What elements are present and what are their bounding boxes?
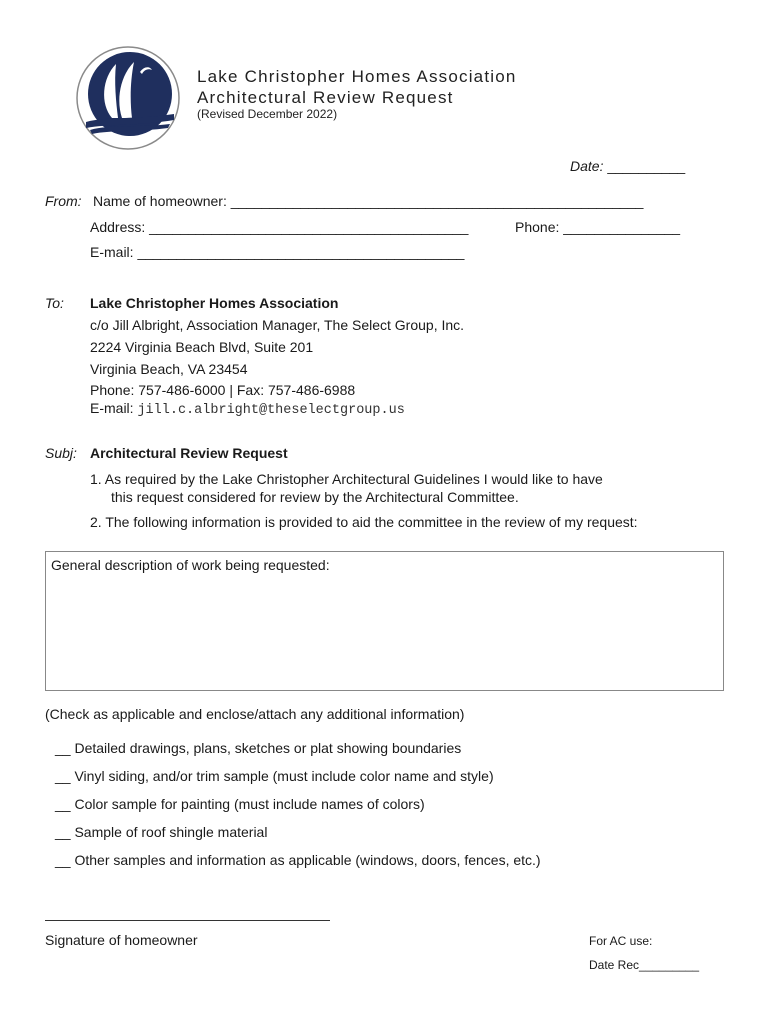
to-address-line3: Virginia Beach, VA 23454 (90, 361, 248, 377)
checklist-item-other[interactable]: __ Other samples and information as applicable (windows, doors, fences, etc.) (55, 852, 541, 868)
date-field (570, 158, 685, 174)
revision-note: (Revised December 2022) (197, 107, 338, 121)
signature-line[interactable] (45, 920, 330, 921)
checklist-item-vinyl[interactable]: __ Vinyl siding, and/or trim sample (must include color name and style) (55, 768, 494, 784)
to-email-label: E-mail: (90, 400, 134, 416)
date-blank: __________ (607, 158, 686, 174)
subj-label: Subj: (45, 445, 77, 461)
to-email-link[interactable]: jill.c.albright@theselectgroup.us (137, 403, 405, 418)
to-email (90, 400, 405, 418)
description-box[interactable] (45, 551, 724, 691)
form-title: Architectural Review Request (197, 88, 454, 107)
to-org: Lake Christopher Homes Association (90, 295, 339, 311)
date-label: Date: (570, 158, 604, 174)
to-address-line1: c/o Jill Albright, Association Manager, The Select Group, Inc. (90, 317, 465, 333)
association-logo (76, 46, 180, 150)
checklist-item-drawings[interactable]: __ Detailed drawings, plans, sketches or plat showing boundaries (55, 740, 462, 756)
to-address-line2: 2224 Virginia Beach Blvd, Suite 201 (90, 339, 314, 355)
email-field: E-mail: __________________________________________ (90, 244, 465, 260)
description-label: General description of work being requested: (51, 557, 330, 573)
org-name: Lake Christopher Homes Association (197, 67, 517, 86)
subj-item1-line1: 1. As required by the Lake Christopher Architectural Guidelines I would like to have (90, 471, 603, 487)
checklist-item-color[interactable]: __ Color sample for painting (must include names of colors) (55, 796, 425, 812)
from-label: From: (45, 193, 82, 209)
date-received-field: Date Rec_________ (589, 958, 700, 972)
signature-label: Signature of homeowner (45, 932, 198, 948)
to-label: To: (45, 295, 64, 311)
address-field: Address: _________________________________________ (90, 219, 469, 235)
checklist-intro: (Check as applicable and enclose/attach any additional information) (45, 706, 465, 722)
subj-item1-line2: this request considered for review by the Architectural Committee. (111, 489, 519, 505)
subj-title: Architectural Review Request (90, 445, 288, 461)
to-phone-fax: Phone: 757-486-6000 | Fax: 757-486-6988 (90, 382, 356, 398)
homeowner-name-field: Name of homeowner: _____________________________________________________ (93, 193, 644, 209)
checklist-item-shingle[interactable]: __ Sample of roof shingle material (55, 824, 268, 840)
phone-field: Phone: _______________ (515, 219, 681, 235)
org-title (197, 66, 517, 108)
subj-item2: 2. The following information is provided to aid the committee in the review of my request: (90, 514, 638, 530)
ac-use-label: For AC use: (589, 934, 653, 948)
